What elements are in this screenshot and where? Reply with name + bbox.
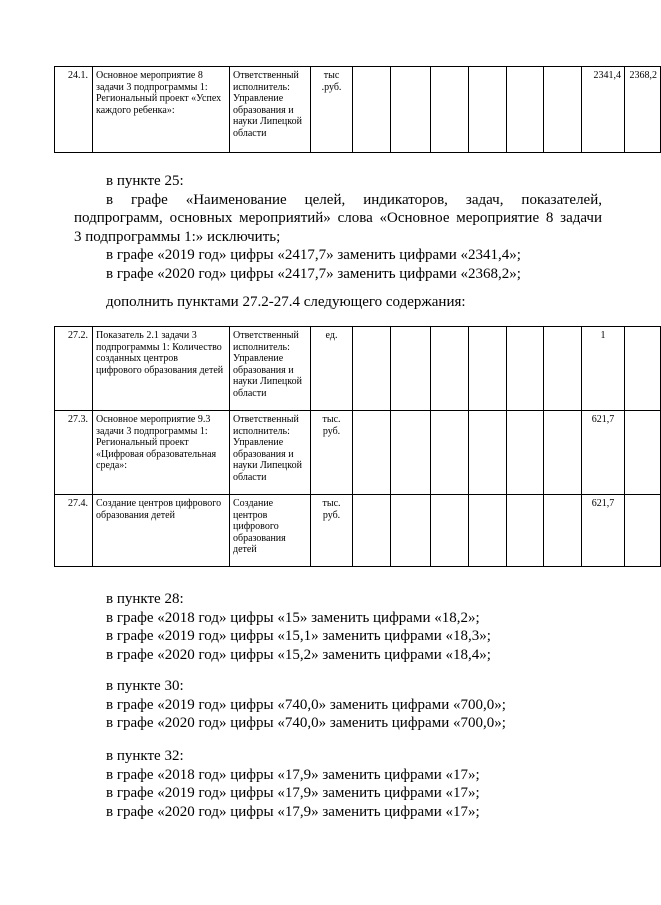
empty-cell	[391, 411, 431, 495]
text-line: в графе «2018 год» цифры «15» заменить цифрами «18,2»;	[106, 609, 480, 626]
row-name: Основное мероприятие 9.3 задачи 3 подпрограммы 1: Региональный проект «Цифровая образовательная среда»:	[93, 411, 230, 495]
empty-cell	[544, 327, 582, 411]
text-line: 3 подпрограммы 1:» исключить;	[74, 228, 281, 245]
row-unit: тыс. руб.	[311, 495, 353, 567]
paragraph-point-25	[74, 172, 602, 283]
text-line: в графе «Наименование целей, индикаторов, задач, показателей,	[106, 191, 602, 208]
empty-cell	[507, 67, 544, 153]
empty-cell	[431, 67, 469, 153]
table-row	[55, 327, 661, 411]
table-row	[55, 411, 661, 495]
text-line: в графе «2019 год» цифры «15,1» заменить цифрами «18,3»;	[106, 628, 491, 644]
empty-cell	[391, 495, 431, 567]
text-line: в графе «2020 год» цифры «2417,7» заменить цифрами «2368,2»;	[106, 265, 521, 282]
row-number: 27.3.	[55, 411, 93, 495]
table-point-24-1	[54, 66, 661, 153]
row-executor: Ответственный исполнитель: Управление образования и науки Липецкой области	[230, 67, 311, 153]
empty-cell	[391, 67, 431, 153]
empty-cell	[544, 411, 582, 495]
empty-cell	[431, 495, 469, 567]
text-line: в графе «2019 год» цифры «740,0» заменить цифрами «700,0»;	[106, 696, 506, 713]
empty-cell	[507, 495, 544, 567]
row-executor: Ответственный исполнитель: Управление образования и науки Липецкой области	[230, 327, 311, 411]
empty-cell	[391, 327, 431, 411]
empty-cell	[431, 411, 469, 495]
row-name: Создание центров цифрового образования детей	[93, 495, 230, 567]
text-line: в графе «2018 год» цифры «17,9» заменить цифрами «17»;	[106, 766, 480, 783]
row-number: 27.4.	[55, 495, 93, 567]
paragraph-intro-27	[74, 293, 602, 312]
value-2020: 2368,2	[625, 67, 661, 153]
text-line: подпрограмм, основных мероприятий» слова «Основное мероприятие 8 задачи	[74, 210, 602, 226]
paragraph-point-28	[74, 590, 602, 664]
empty-cell	[625, 327, 661, 411]
empty-cell	[469, 327, 507, 411]
row-value: 1	[582, 327, 625, 411]
empty-cell	[431, 327, 469, 411]
text-line: в графе «2020 год» цифры «15,2» заменить цифрами «18,4»;	[106, 646, 491, 663]
text-line: в пункте 25:	[106, 173, 184, 189]
row-value: 621,7	[582, 495, 625, 567]
empty-cell	[544, 495, 582, 567]
empty-cell	[625, 495, 661, 567]
text-line: в графе «2019 год» цифры «2417,7» заменить цифрами «2341,4»;	[106, 247, 521, 263]
text-line: в пункте 30:	[106, 678, 184, 694]
empty-cell	[544, 67, 582, 153]
row-value: 621,7	[582, 411, 625, 495]
table-points-27-2-27-4	[54, 326, 661, 567]
empty-cell	[353, 67, 391, 153]
row-number: 24.1.	[55, 67, 93, 153]
text-line: в графе «2020 год» цифры «17,9» заменить цифрами «17»;	[106, 803, 480, 820]
empty-cell	[353, 495, 391, 567]
row-executor: Создание центров цифрового образования детей	[230, 495, 311, 567]
value-2019: 2341,4	[582, 67, 625, 153]
empty-cell	[469, 411, 507, 495]
table-row	[55, 495, 661, 567]
table-row	[55, 67, 661, 153]
row-name: Показатель 2.1 задачи 3 подпрограммы 1: Количество созданных центров цифрового образования детей	[93, 327, 230, 411]
row-number: 27.2.	[55, 327, 93, 411]
row-unit: тыс .руб.	[311, 67, 353, 153]
empty-cell	[625, 411, 661, 495]
row-name: Основное мероприятие 8 задачи 3 подпрограммы 1: Региональный проект «Успех каждого ребенка»:	[93, 67, 230, 153]
paragraph-point-32	[74, 747, 602, 821]
empty-cell	[507, 411, 544, 495]
empty-cell	[507, 327, 544, 411]
row-executor: Ответственный исполнитель: Управление образования и науки Липецкой области	[230, 411, 311, 495]
row-unit: ед.	[311, 327, 353, 411]
paragraph-point-30	[74, 677, 602, 733]
empty-cell	[353, 327, 391, 411]
text-line: в графе «2020 год» цифры «740,0» заменить цифрами «700,0»;	[106, 715, 506, 731]
row-unit: тыс. руб.	[311, 411, 353, 495]
empty-cell	[353, 411, 391, 495]
text-line: дополнить пунктами 27.2-27.4 следующего содержания:	[106, 294, 466, 310]
text-line: в пункте 32:	[106, 748, 184, 764]
text-line: в графе «2019 год» цифры «17,9» заменить цифрами «17»;	[106, 785, 480, 801]
empty-cell	[469, 495, 507, 567]
text-line: в пункте 28:	[106, 591, 184, 607]
empty-cell	[469, 67, 507, 153]
